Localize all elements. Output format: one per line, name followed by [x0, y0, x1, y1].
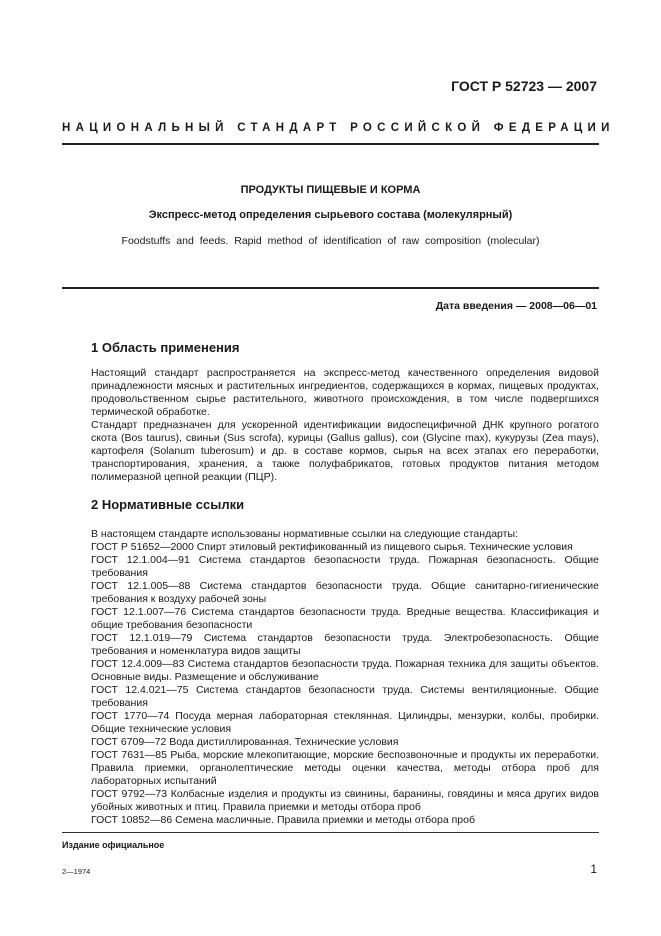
- reference-item: ГОСТ 10852—86 Семена масличные. Правила приемки и методы отбора проб: [91, 814, 475, 826]
- reference-item: ГОСТ 12.1.007—76 Система стандартов безопасности труда. Вредные вещества. Классификация и общие требования безопасности: [91, 606, 599, 631]
- header-rule: [62, 143, 599, 145]
- reference-item: ГОСТ 1770—74 Посуда мерная лабораторная стеклянная. Цилиндры, мензурки, колбы, пробирки. Общие технические условия: [91, 710, 599, 735]
- reference-item: ГОСТ 6709—72 Вода дистиллированная. Технические условия: [91, 736, 399, 748]
- section-2-body: [91, 528, 599, 827]
- section-1-paragraph: Стандарт предназначен для ускоренной идентификации видоспецифичной ДНК крупного рогатого скота (Bos taurus), свиньи (Sus scrofa), курицы (Gallus gallus), сои (Glycine max), кукурузы (Zea mays), картофеля (Solanum tuberosum) и др. в составе кормов, сырья на всех этапах его переработки, транспортирования, хранения, а также полуфабрикатов, готовых продуктов питания методом полимеразной цепной реакции (ПЦР).: [91, 419, 599, 483]
- reference-item: ГОСТ Р 51652—2000 Спирт этиловый ректификованный из пищевого сырья. Технические условия: [91, 541, 573, 553]
- gost-number: ГОСТ Р 52723 — 2007: [451, 78, 597, 94]
- print-code: 2—1974: [62, 867, 91, 876]
- reference-item: ГОСТ 12.1.005—88 Система стандартов безопасности труда. Общие санитарно-гигиенические требования к воздуху рабочей зоны: [91, 580, 599, 605]
- official-edition-label: Издание официальное: [62, 840, 165, 850]
- page-number: 1: [590, 862, 597, 876]
- document-title: ПРОДУКТЫ ПИЩЕВЫЕ И КОРМА: [240, 184, 421, 196]
- title-rule: [62, 287, 599, 289]
- reference-item: ГОСТ 7631—85 Рыба, морские млекопитающие, морские беспозвоночные и продукты их переработки. Правила приемки, органолептические методы оценки качества, методы отбора проб для лабораторных испытаний: [91, 749, 599, 787]
- introduction-date: Дата введения — 2008—06—01: [435, 300, 597, 312]
- reference-item: ГОСТ 9792—73 Колбасные изделия и продукты из свинины, баранины, говядины и мяса других видов убойных животных и птиц. Правила приемки и методы отбора проб: [91, 788, 599, 813]
- section-2-heading: 2 Нормативные ссылки: [91, 497, 245, 512]
- section-1-paragraph: Настоящий стандарт распространяется на экспресс-метод качественного определения видовой принадлежности мясных и растительных ингредиентов, содержащихся в кормах, пищевых продуктах, продовольственном сырье растительного, животного происхождения, в том числе подвергшихся термической обработке.: [91, 367, 599, 418]
- national-standard-title: НАЦИОНАЛЬНЫЙ СТАНДАРТ РОССИЙСКОЙ ФЕДЕРАЦИИ: [62, 122, 615, 134]
- document-english-title: Foodstuffs and feeds. Rapid method of identification of raw composition (molecular): [121, 235, 540, 247]
- reference-item: ГОСТ 12.1.004—91 Система стандартов безопасности труда. Пожарная безопасность. Общие требования: [91, 554, 599, 579]
- section-1-heading: 1 Область применения: [91, 340, 240, 355]
- reference-item: ГОСТ 12.4.009—83 Система стандартов безопасности труда. Пожарная техника для защиты объектов. Основные виды. Размещение и обслуживание: [91, 658, 599, 683]
- references-intro: В настоящем стандарте использованы нормативные ссылки на следующие стандарты:: [91, 528, 518, 540]
- reference-item: ГОСТ 12.1.019—79 Система стандартов безопасности труда. Электробезопасность. Общие требования и номенклатура видов защиты: [91, 632, 599, 657]
- section-1-body: [91, 367, 599, 484]
- document-subtitle: Экспресс-метод определения сырьевого состава (молекулярный): [148, 209, 513, 221]
- footer-rule: [62, 832, 599, 833]
- reference-item: ГОСТ 12.4.021—75 Система стандартов безопасности труда. Системы вентиляционные. Общие требования: [91, 684, 599, 709]
